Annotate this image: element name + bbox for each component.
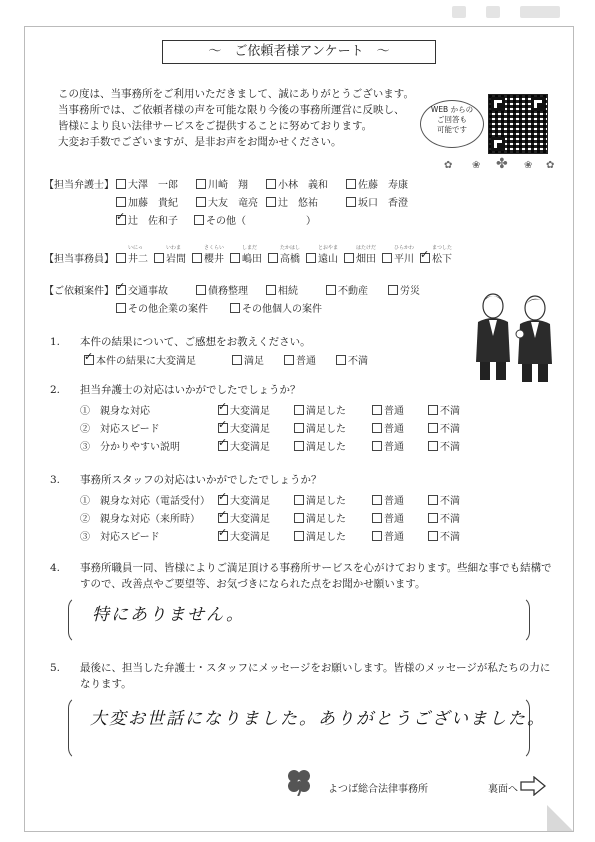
- rating-option[interactable]: [218, 528, 270, 543]
- furigana: まつした: [432, 245, 453, 251]
- checkbox[interactable]: [196, 285, 206, 295]
- checkbox-label: 大変満足: [230, 496, 270, 507]
- case-option[interactable]: [266, 282, 298, 297]
- checkbox[interactable]: [218, 423, 228, 433]
- checkbox[interactable]: [116, 285, 126, 295]
- question-text: 事務所職員一同、皆様によりご満足頂ける事務所サービスを心がけております。些細な事でも結構で: [80, 562, 552, 574]
- checkbox-label: 大澤 一郎: [128, 180, 178, 191]
- sprout-icon: ❀: [524, 160, 533, 171]
- checkbox-label: 小林 義和: [278, 180, 328, 191]
- checkbox-label: 大友 竜亮: [208, 198, 258, 209]
- checkbox[interactable]: [266, 197, 276, 207]
- lawyer-illustration-right: [512, 294, 558, 384]
- checkbox-label: 満足した: [306, 496, 346, 507]
- rating-option[interactable]: [218, 402, 270, 417]
- checkbox[interactable]: [372, 423, 382, 433]
- q1-option[interactable]: [84, 352, 196, 367]
- rating-option[interactable]: [372, 510, 404, 525]
- question-number: 4.: [50, 562, 61, 574]
- rating-criterion: ① 親身な対応: [80, 406, 150, 417]
- checkbox[interactable]: [230, 253, 240, 263]
- question-text: 事務所スタッフの対応はいかがでしたでしょうか？: [80, 474, 322, 486]
- checkbox[interactable]: [154, 253, 164, 263]
- checkbox[interactable]: [116, 179, 126, 189]
- furigana: ひらかわ: [394, 245, 415, 251]
- checkbox[interactable]: [428, 513, 438, 523]
- redacted-mark: [486, 6, 500, 18]
- checkbox-label: その他（ ）: [206, 216, 316, 227]
- checkbox-label: 普通: [384, 496, 404, 507]
- checkbox-label: 満足した: [306, 442, 346, 453]
- qr-code[interactable]: [488, 94, 548, 154]
- checkbox[interactable]: [372, 495, 382, 505]
- checkbox[interactable]: [294, 513, 304, 523]
- checkbox[interactable]: [196, 179, 206, 189]
- checkbox-label: 辻 佐和子: [128, 216, 178, 227]
- checkbox-label: 大変満足: [230, 514, 270, 525]
- checkbox-label: 相続: [278, 286, 298, 297]
- checkbox-label: 岩間: [166, 254, 186, 265]
- furigana: はたけだ: [356, 245, 377, 251]
- checkbox[interactable]: [382, 253, 392, 263]
- checkbox-label: 債務整理: [208, 286, 248, 297]
- rating-criterion: ② 対応スピード: [80, 424, 160, 435]
- clover-icon: ✿: [546, 160, 555, 171]
- furigana: しまだ: [242, 245, 258, 251]
- checkbox[interactable]: [194, 215, 204, 225]
- staff-option[interactable]: [116, 245, 148, 265]
- checkbox-label: 遠山: [318, 254, 338, 265]
- furigana: たかはし: [280, 245, 301, 251]
- checkbox-label: 普通: [384, 424, 404, 435]
- checkbox-label: 大変満足: [230, 442, 270, 453]
- checkbox-label: その他企業の案件: [128, 304, 208, 315]
- checkbox[interactable]: [218, 531, 228, 541]
- checkbox[interactable]: [344, 253, 354, 263]
- checkbox-label: 普通: [384, 532, 404, 543]
- q1-option[interactable]: [284, 352, 316, 367]
- staff-option[interactable]: [230, 245, 262, 265]
- checkbox[interactable]: [116, 197, 126, 207]
- checkbox-label: 大変満足: [230, 424, 270, 435]
- right-arrow-icon[interactable]: [520, 776, 546, 796]
- case-label: 【ご依頼案件】: [44, 286, 114, 297]
- checkbox[interactable]: [294, 441, 304, 451]
- lawyer-option[interactable]: [346, 176, 408, 191]
- checkbox[interactable]: [346, 197, 356, 207]
- lawyer-option[interactable]: [196, 176, 248, 191]
- lawyer-option[interactable]: [266, 176, 328, 191]
- checkbox-label: 不満: [440, 424, 460, 435]
- checkbox[interactable]: [218, 441, 228, 451]
- firm-name: よつば総合法律事務所: [328, 784, 428, 795]
- furigana: いにっ: [128, 245, 143, 251]
- bubble-line: ご回答も: [437, 115, 467, 124]
- rating-option[interactable]: [294, 528, 346, 543]
- checkbox[interactable]: [196, 197, 206, 207]
- staff-option[interactable]: [192, 245, 225, 265]
- lawyer-option[interactable]: [194, 212, 316, 227]
- question-text: なります。: [80, 678, 132, 690]
- rating-option[interactable]: [428, 528, 460, 543]
- checkbox[interactable]: [268, 253, 278, 263]
- checkbox-label: その他個人の案件: [242, 304, 322, 315]
- checkbox-label: 満足: [244, 356, 264, 367]
- rating-option[interactable]: [294, 438, 346, 453]
- next-page-label: 裏面へ: [488, 784, 518, 795]
- intro-line: 当事務所では、ご依頼者様の声を可能な限り今後の事務所運営に反映し、: [58, 104, 405, 116]
- lawyer-label: 【担当弁護士】: [44, 180, 114, 191]
- checkbox[interactable]: [294, 423, 304, 433]
- checkbox[interactable]: [294, 531, 304, 541]
- checkbox[interactable]: [218, 405, 228, 415]
- rating-option[interactable]: [218, 438, 270, 453]
- case-option[interactable]: [388, 282, 420, 297]
- clover-icon: ✿: [444, 160, 453, 171]
- case-option[interactable]: [326, 282, 368, 297]
- checkbox[interactable]: [372, 513, 382, 523]
- lawyer-illustration-left: [470, 292, 516, 382]
- checkbox-label: 不満: [440, 532, 460, 543]
- redacted-mark: [452, 6, 466, 18]
- rating-option[interactable]: [372, 438, 404, 453]
- checkbox-label: 加藤 貴紀: [128, 198, 178, 209]
- rating-option[interactable]: [428, 438, 460, 453]
- case-option[interactable]: [116, 300, 208, 315]
- rating-option[interactable]: [218, 510, 270, 525]
- checkbox[interactable]: [230, 303, 240, 313]
- checkbox[interactable]: [372, 441, 382, 451]
- lawyer-option[interactable]: [116, 212, 178, 227]
- checkbox-label: 本件の結果に大変満足: [96, 356, 196, 367]
- checkbox-label: 不満: [440, 406, 460, 417]
- checkbox[interactable]: [218, 495, 228, 505]
- question-number: 1.: [50, 336, 61, 348]
- intro-line: この度は、当事務所をご利用いただきまして、誠にありがとうございます。: [58, 88, 414, 100]
- question-number: 3.: [50, 474, 61, 486]
- checkbox[interactable]: [346, 179, 356, 189]
- checkbox-label: 坂口 香澄: [358, 198, 408, 209]
- rating-option[interactable]: [372, 528, 404, 543]
- checkbox-label: 不動産: [338, 286, 368, 297]
- qr-finder: [531, 97, 545, 111]
- rating-option[interactable]: [372, 492, 404, 507]
- checkbox-label: 嶋田: [242, 254, 262, 265]
- staff-option[interactable]: [154, 245, 186, 265]
- checkbox[interactable]: [428, 495, 438, 505]
- checkbox-label: 高橋: [280, 254, 300, 265]
- question-text: 最後に、担当した弁護士・スタッフにメッセージをお願いします。皆様のメッセージが私たちの力に: [80, 662, 551, 674]
- lawyer-option[interactable]: [116, 194, 178, 209]
- checkbox-label: 交通事故: [128, 286, 168, 297]
- staff-option[interactable]: [344, 245, 377, 265]
- checkbox-label: 普通: [384, 442, 404, 453]
- rating-option[interactable]: [294, 420, 346, 435]
- checkbox-label: 大変満足: [230, 532, 270, 543]
- checkbox[interactable]: [420, 253, 430, 263]
- checkbox-label: 大変満足: [230, 406, 270, 417]
- handwritten-answer: 特にありません。: [92, 605, 246, 625]
- rating-option[interactable]: [218, 420, 270, 435]
- checkbox-label: 労災: [400, 286, 420, 297]
- staff-option[interactable]: [420, 245, 453, 265]
- checkbox[interactable]: [266, 179, 276, 189]
- checkbox-label: 辻 悠祐: [278, 198, 318, 209]
- rating-option[interactable]: [294, 402, 346, 417]
- rating-option[interactable]: [428, 420, 460, 435]
- checkbox-label: 不満: [440, 514, 460, 525]
- survey-title: 〜 ご依頼者様アンケート 〜: [162, 40, 436, 64]
- checkbox[interactable]: [294, 495, 304, 505]
- question-text: すので、改善点やご要望等、お気づきになられた点をお聞かせ願います。: [80, 578, 426, 590]
- checkbox-label: 満足した: [306, 406, 346, 417]
- rating-option[interactable]: [294, 492, 346, 507]
- checkbox-label: 普通: [296, 356, 316, 367]
- lawyer-option[interactable]: [116, 176, 178, 191]
- checkbox-label: 松下: [432, 254, 452, 265]
- checkbox[interactable]: [428, 423, 438, 433]
- checkbox-label: 不満: [348, 356, 368, 367]
- furigana: いわま: [166, 245, 182, 251]
- intro-line: 皆様により良い法律サービスをご提供することに努めております。: [58, 120, 373, 132]
- checkbox-label: 井二: [128, 254, 148, 265]
- handwritten-answer: 大変お世話になりました。ありがとうございました。: [90, 709, 546, 729]
- staff-option[interactable]: [306, 245, 339, 265]
- checkbox[interactable]: [266, 285, 276, 295]
- case-option[interactable]: [196, 282, 248, 297]
- checkbox[interactable]: [428, 531, 438, 541]
- checkbox[interactable]: [232, 355, 242, 365]
- checkbox-label: 不満: [440, 496, 460, 507]
- checkbox[interactable]: [84, 355, 94, 365]
- rating-criterion: ② 親身な対応（来所時）: [80, 514, 200, 525]
- checkbox-label: 櫻井: [204, 254, 224, 265]
- furigana: とおやま: [318, 245, 339, 251]
- lawyer-option[interactable]: [266, 194, 318, 209]
- intro-line: 大変お手数でございますが、是非お声をお聞かせください。: [58, 136, 342, 148]
- rating-criterion: ③ 対応スピード: [80, 532, 160, 543]
- question-text: 本件の結果について、ご感想をお教えください。: [80, 336, 311, 348]
- rating-criterion: ① 親身な対応（電話受付）: [80, 496, 210, 507]
- checkbox[interactable]: [284, 355, 294, 365]
- rating-option[interactable]: [218, 492, 270, 507]
- checkbox-label: 畑田: [356, 254, 376, 265]
- qr-finder: [491, 137, 505, 151]
- checkbox[interactable]: [116, 215, 126, 225]
- question-number: 2.: [50, 384, 61, 396]
- checkbox-label: 普通: [384, 406, 404, 417]
- four-leaf-clover-icon: [284, 766, 314, 796]
- qr-finder: [491, 97, 505, 111]
- rating-option[interactable]: [372, 420, 404, 435]
- checkbox-label: 普通: [384, 514, 404, 525]
- rating-option[interactable]: [428, 402, 460, 417]
- checkbox-label: 平川: [394, 254, 414, 265]
- checkbox-label: 満足した: [306, 424, 346, 435]
- case-option[interactable]: [116, 282, 168, 297]
- checkbox[interactable]: [388, 285, 398, 295]
- furigana: さくらい: [204, 245, 225, 251]
- checkbox[interactable]: [336, 355, 346, 365]
- case-option[interactable]: [230, 300, 322, 315]
- rating-option[interactable]: [294, 510, 346, 525]
- q1-option[interactable]: [336, 352, 368, 367]
- checkbox[interactable]: [116, 303, 126, 313]
- clover-icon: ✤: [496, 156, 508, 172]
- lawyer-option[interactable]: [346, 194, 408, 209]
- rating-option[interactable]: [428, 492, 460, 507]
- rating-option[interactable]: [372, 402, 404, 417]
- checkbox-label: 満足した: [306, 514, 346, 525]
- checkbox-label: 不満: [440, 442, 460, 453]
- checkbox[interactable]: [372, 405, 382, 415]
- checkbox[interactable]: [306, 253, 316, 263]
- sprout-icon: ❀: [472, 160, 481, 171]
- bubble-line: WEB からの: [430, 105, 474, 114]
- staff-option[interactable]: [382, 245, 415, 265]
- checkbox[interactable]: [218, 513, 228, 523]
- redacted-mark: [520, 6, 560, 18]
- checkbox-label: 佐藤 寿康: [358, 180, 408, 191]
- checkbox[interactable]: [294, 405, 304, 415]
- q1-option[interactable]: [232, 352, 264, 367]
- checkbox[interactable]: [428, 405, 438, 415]
- checkbox[interactable]: [116, 253, 126, 263]
- question-text: 担当弁護士の対応はいかがでしたでしょうか？: [80, 384, 301, 396]
- bubble-line: 可能です: [437, 125, 467, 134]
- checkbox[interactable]: [326, 285, 336, 295]
- question-number: 5.: [50, 662, 61, 674]
- checkbox[interactable]: [192, 253, 202, 263]
- page-fold-corner: [547, 805, 573, 831]
- checkbox-label: 満足した: [306, 532, 346, 543]
- checkbox[interactable]: [372, 531, 382, 541]
- checkbox[interactable]: [428, 441, 438, 451]
- rating-criterion: ③ 分かりやすい説明: [80, 442, 180, 453]
- staff-label: 【担当事務員】: [44, 254, 114, 265]
- staff-option[interactable]: [268, 245, 301, 265]
- web-answer-bubble: [420, 100, 484, 148]
- lawyer-option[interactable]: [196, 194, 258, 209]
- rating-option[interactable]: [428, 510, 460, 525]
- checkbox-label: 川崎 翔: [208, 180, 248, 191]
